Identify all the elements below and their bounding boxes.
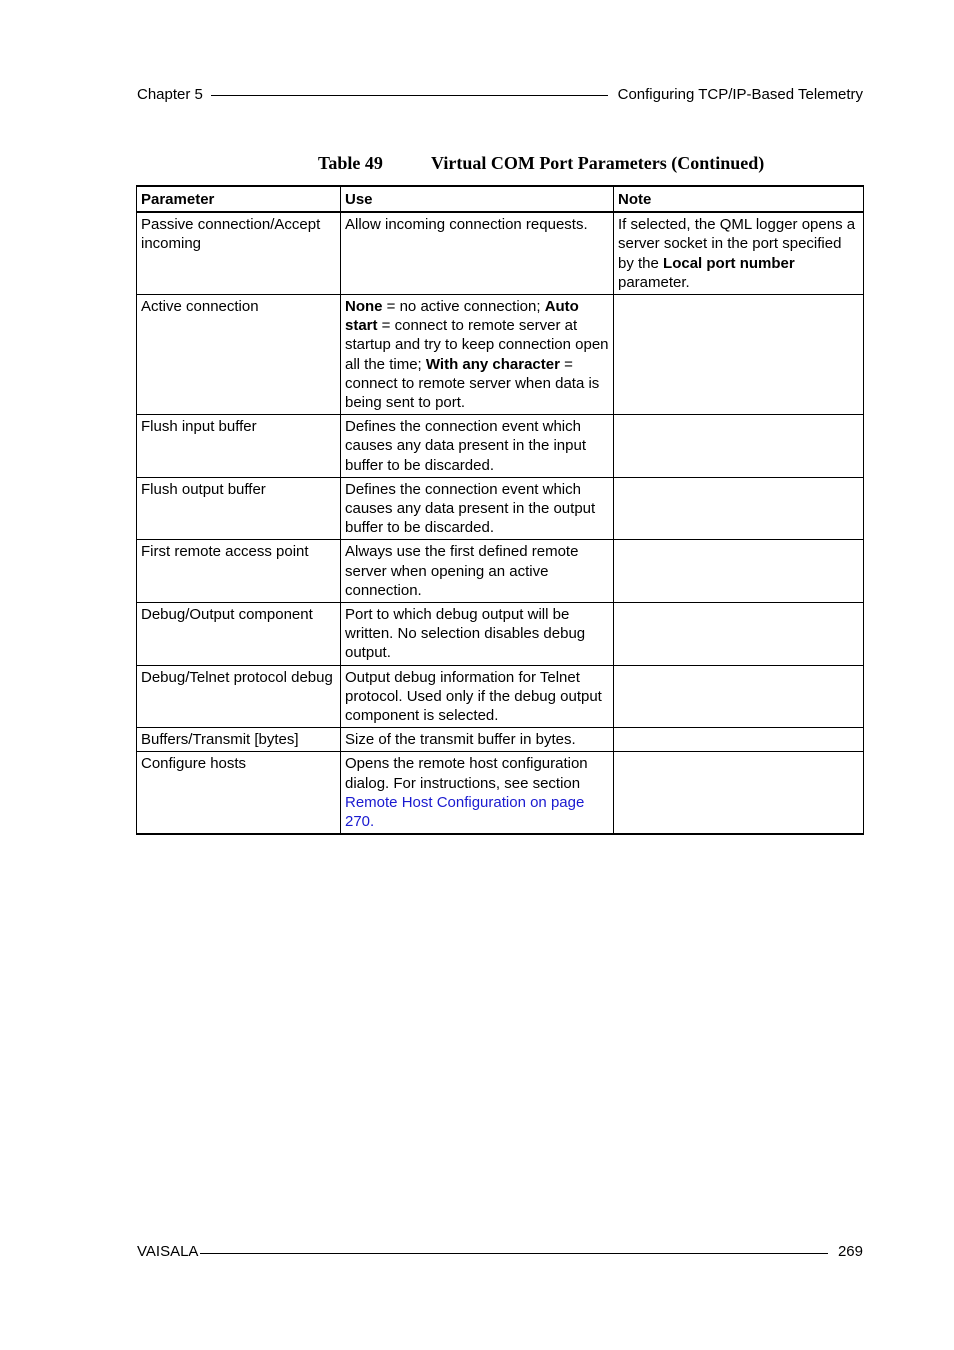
use-cell bbox=[341, 540, 614, 603]
text-segment: Allow incoming connection requests. bbox=[345, 216, 588, 234]
note-cell bbox=[614, 212, 864, 294]
page-number: 269 bbox=[837, 1243, 863, 1260]
table-row bbox=[137, 540, 864, 603]
text-segment: Port to which debug output will be written. No selection disables debug output. bbox=[345, 606, 586, 662]
text-segment: = no active connection; bbox=[382, 298, 545, 316]
use-cell bbox=[341, 728, 614, 752]
footer-company: VAISALA bbox=[137, 1243, 199, 1260]
header-rule bbox=[211, 95, 608, 96]
table-row bbox=[137, 477, 864, 540]
note-cell bbox=[614, 752, 864, 834]
column-header-note: Note bbox=[614, 186, 864, 212]
footer-rule bbox=[200, 1253, 828, 1254]
text-segment: Opens the remote host configuration dialog. For instructions, see section bbox=[345, 755, 588, 792]
text-segment: parameter. bbox=[618, 273, 690, 291]
table-title: Virtual COM Port Parameters (Continued) bbox=[431, 153, 765, 173]
table-body bbox=[137, 212, 864, 834]
use-cell bbox=[341, 415, 614, 478]
text-segment: Always use the first defined remote server when opening an active connection. bbox=[345, 543, 579, 599]
note-cell bbox=[614, 665, 864, 728]
chapter-title: Configuring TCP/IP-Based Telemetry bbox=[617, 86, 863, 103]
bold-term: None bbox=[345, 298, 383, 316]
table-row bbox=[137, 603, 864, 666]
text-segment: = connect to remote server when data is being sent to port. bbox=[345, 355, 600, 412]
parameter-cell: Buffers/Transmit [bytes] bbox=[137, 728, 341, 752]
use-cell bbox=[341, 665, 614, 728]
note-cell bbox=[614, 295, 864, 415]
table-number: Table 49 bbox=[318, 153, 383, 173]
note-cell bbox=[614, 728, 864, 752]
text-segment: Output debug information for Telnet protocol. Used only if the debug output component is selected. bbox=[345, 668, 602, 725]
table-caption bbox=[318, 152, 764, 174]
bold-term: Auto start bbox=[345, 298, 579, 335]
use-cell bbox=[341, 212, 614, 294]
bold-term: Local port number bbox=[663, 254, 795, 272]
use-cell bbox=[341, 295, 614, 415]
parameter-cell: Debug/Output component bbox=[137, 603, 341, 666]
parameter-cell: Passive connection/Accept incoming bbox=[137, 212, 341, 294]
note-cell bbox=[614, 540, 864, 603]
text-segment: Defines the connection event which causes any data present in the input buffer to be discarded. bbox=[345, 418, 586, 474]
note-cell bbox=[614, 603, 864, 666]
parameter-cell: Configure hosts bbox=[137, 752, 341, 834]
table-row bbox=[137, 295, 864, 415]
use-cell bbox=[341, 752, 614, 834]
parameter-cell: Active connection bbox=[137, 295, 341, 415]
table-row bbox=[137, 665, 864, 728]
chapter-label: Chapter 5 bbox=[137, 86, 203, 103]
text-segment: = connect to remote server at startup and try to keep connection open all the time; bbox=[345, 317, 609, 373]
column-header-use: Use bbox=[341, 186, 614, 212]
table-row bbox=[137, 212, 864, 294]
table-header-row bbox=[137, 186, 864, 212]
page-header bbox=[137, 86, 863, 104]
note-cell bbox=[614, 415, 864, 478]
column-header-parameter: Parameter bbox=[137, 186, 341, 212]
parameter-cell: Flush input buffer bbox=[137, 415, 341, 478]
page-footer bbox=[137, 1243, 863, 1261]
text-segment: Size of the transmit buffer in bytes. bbox=[345, 731, 576, 749]
note-cell bbox=[614, 477, 864, 540]
table-row bbox=[137, 728, 864, 752]
bold-term: With any character bbox=[425, 355, 560, 373]
table-row bbox=[137, 752, 864, 834]
use-cell bbox=[341, 477, 614, 540]
cross-reference-link[interactable]: Remote Host Configuration on page 270. bbox=[345, 793, 585, 831]
text-segment: Defines the connection event which causes any data present in the output buffer to be discarded. bbox=[345, 480, 596, 537]
use-cell bbox=[341, 603, 614, 666]
table-row bbox=[137, 415, 864, 478]
text-segment: If selected, the QML logger opens a server socket in the port specified by the bbox=[618, 216, 856, 272]
parameters-table bbox=[136, 185, 864, 835]
parameter-cell: Debug/Telnet protocol debug bbox=[137, 665, 341, 728]
parameter-cell: First remote access point bbox=[137, 540, 341, 603]
parameter-cell: Flush output buffer bbox=[137, 477, 341, 540]
